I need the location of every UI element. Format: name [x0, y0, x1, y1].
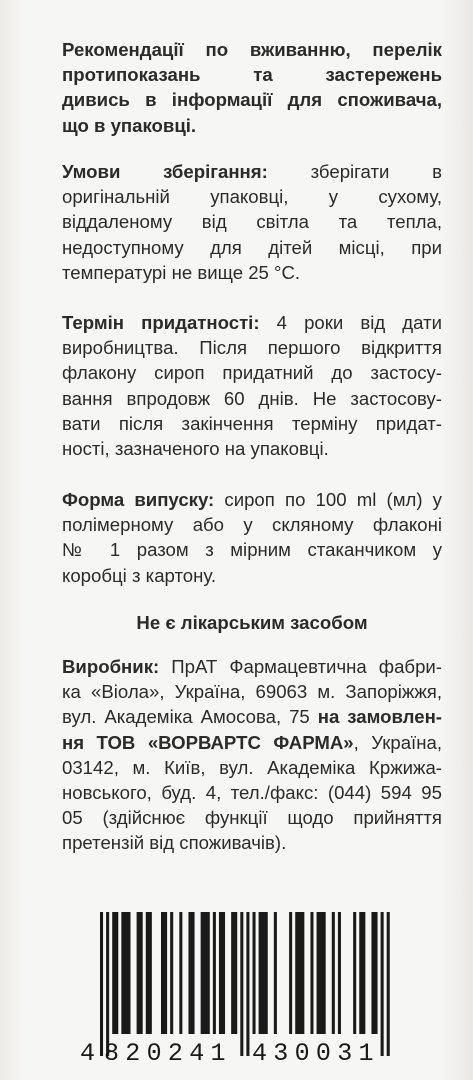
barcode-bar — [170, 912, 173, 1034]
release-form-first-line-text: сироп по 100 ml (мл) у — [224, 489, 442, 510]
release-form-line: полімерному або у скляному флаконі — [62, 514, 442, 536]
barcode-bar — [371, 912, 377, 1034]
barcode-bar — [289, 912, 292, 1034]
barcode-guard-bar — [100, 912, 103, 1056]
manufacturer-heading: Виробник: — [62, 656, 160, 677]
shelf-life-line: вати після закінчення терміну придат- — [62, 412, 442, 434]
barcode-bar — [259, 912, 268, 1034]
storage-line: температурі не вище 25 °С. — [62, 261, 301, 283]
release-form-block — [62, 487, 442, 588]
manufacturer-line: новського, буд. 4, тел./факс: (044) 594 95 — [62, 782, 442, 804]
manufacturer-line-3 — [62, 704, 442, 729]
shelf-life-first-line-text: 4 роки від дати — [276, 312, 442, 333]
barcode-bar — [310, 912, 313, 1034]
barcode-bar — [179, 912, 182, 1034]
barcode-bar — [253, 912, 256, 1034]
barcode-right-digits: 430031 — [252, 1039, 380, 1068]
barcode-bar — [161, 912, 167, 1034]
barcode-bar — [317, 912, 326, 1034]
release-form-line: № 1 разом з мірним стаканчиком у — [62, 539, 442, 561]
barcode-bar — [201, 912, 210, 1034]
barcode-bar — [295, 912, 304, 1034]
manufacturer-line: ка «Віола», Україна, 69063 м. Запоріжжя, — [62, 681, 442, 703]
recommendations-line: дивись в інформації для споживача, — [62, 89, 442, 111]
manufacturer-line: 05 (здійснює функції щодо прийняття — [62, 807, 442, 829]
barcode-bar — [121, 912, 130, 1034]
barcode-bar — [137, 912, 143, 1034]
ordered-by-text: на замовлен- — [317, 706, 442, 728]
barcode-bar — [146, 912, 152, 1034]
recommendations-line: Рекомендації по вживанню, перелік — [62, 39, 442, 60]
storage-line: оригінальній упаковці, у сухому, — [62, 186, 442, 208]
release-form-first-line — [62, 487, 442, 512]
barcode-guard-bar — [387, 912, 390, 1056]
recommendations-line: протипоказань та застережень — [62, 64, 442, 86]
barcode-left-digits: 820241 — [104, 1039, 232, 1068]
storage-line: віддаленому від світла та тепла, — [62, 211, 442, 233]
recommendations-line: що в упаковці. — [62, 114, 197, 136]
shelf-life-line: ності, зазначеного на упаковці. — [62, 438, 329, 460]
manufacturer-block — [62, 654, 442, 856]
barcode-bar — [338, 912, 341, 1034]
release-form-line: коробці з картону. — [62, 564, 216, 586]
release-form-heading: Форма випуску: — [62, 489, 215, 510]
shelf-life-line: флакону сироп придатний до застосу- — [62, 362, 442, 384]
storage-first-line — [62, 159, 442, 184]
recommendations-block — [62, 37, 442, 138]
shelf-life-first-line — [62, 310, 442, 335]
barcode-bar — [332, 912, 335, 1034]
barcode-guard-bar — [106, 912, 109, 1056]
barcode — [80, 912, 400, 1072]
barcode-bar — [213, 912, 216, 1034]
barcode-bar — [112, 912, 118, 1034]
manufacturer-address-text: вул. Академіка Амосова, 75 — [62, 706, 310, 728]
barcode-first-digit: 4 — [80, 1039, 96, 1068]
barcode-bar — [231, 912, 237, 1034]
barcode-bar — [353, 912, 356, 1034]
barcode-bar — [359, 912, 365, 1034]
barcode-guard-bar — [240, 912, 243, 1056]
barcode-guard-bar — [381, 912, 384, 1056]
barcode-bar — [219, 912, 225, 1034]
customer-name-text: ня ТОВ «ВОРВАРТС ФАРМА» — [62, 731, 354, 753]
not-a-medicine-notice: Не є лікарським засобом — [136, 612, 368, 633]
shelf-life-line: вання впродовж 60 днів. Не застосову- — [62, 387, 442, 409]
storage-conditions-block — [62, 159, 442, 285]
shelf-life-line: виробництва. Після першого відкриття — [62, 337, 442, 359]
manufacturer-line-4 — [62, 730, 442, 755]
manufacturer-first-line-text: ПрАТ Фармацевтична фабри- — [171, 656, 442, 677]
barcode-bar — [188, 912, 194, 1034]
storage-first-line-text: зберігати в — [310, 161, 442, 182]
manufacturer-line: 03142, м. Київ, вул. Академіка Кржижа- — [62, 756, 442, 778]
shelf-life-block — [62, 310, 442, 461]
manufacturer-line: претензій від споживачів). — [62, 832, 287, 854]
barcode-bar — [274, 912, 277, 1034]
storage-heading: Умови зберігання: — [62, 161, 268, 182]
shelf-life-heading: Термін придатності: — [62, 312, 260, 333]
storage-line: недоступному для дітей місці, при — [62, 236, 442, 258]
barcode-guard-bar — [246, 912, 249, 1056]
manufacturer-first-line — [62, 654, 442, 679]
customer-country-text: , Україна, — [353, 731, 442, 753]
